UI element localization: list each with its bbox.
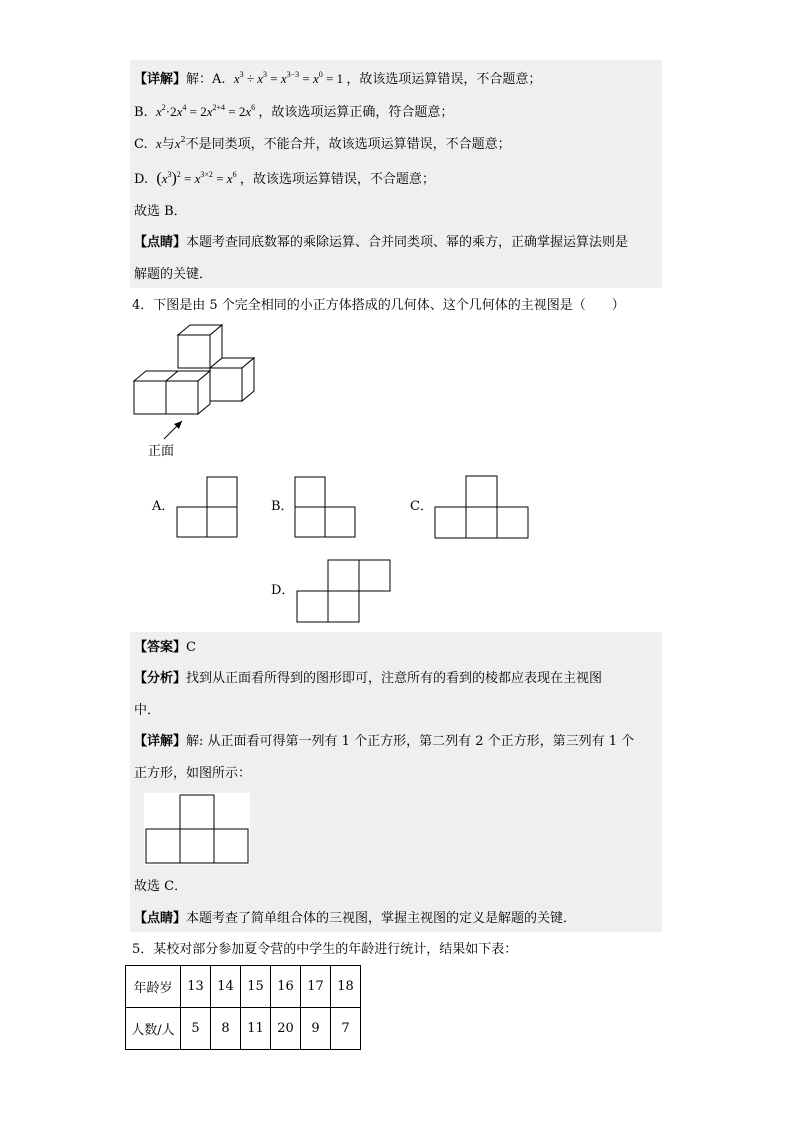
q3-comment-cont: 解题的关键．: [134, 267, 213, 282]
q4-detail: 【详解】解: 从正面看可得第一列有 1 个正方形，第二列有 2 个正方形，第三列有 1 个: [134, 734, 635, 749]
option-d-figure[interactable]: [296, 559, 393, 623]
row-header-count: 人数/人: [126, 1008, 181, 1050]
math-expr-d: $(x^3)^2 = x^{3\times 2} = x^6$: [156, 170, 237, 187]
q3-detail-d: D. $(x^3)^2 = x^{3\times 2} = x^6$ ，故该选项运算错误，不合题意；: [134, 170, 435, 187]
q5-stem: 5．某校对部分参加夏令营的中学生的年龄进行统计，结果如下表：: [132, 942, 518, 957]
q4-comment: 【点睛】本题考查了简单组合体的三视图，掌握主视图的定义是解题的关键．: [134, 911, 577, 926]
option-d-label[interactable]: D．: [271, 583, 295, 598]
age-table: [125, 965, 361, 1050]
math-expr-a: $x^3 \div x^3 = x^{3-3} = x^0 = 1$: [233, 70, 344, 86]
q3-detail-c: C. x与$x^2$不是同类项，不能合并，故该选项运算错误，不合题意；: [134, 135, 511, 152]
answer-front-view: [144, 793, 250, 865]
q3-choice: 故选 B．: [134, 204, 187, 219]
front-label: 正面: [148, 444, 175, 459]
option-b-figure[interactable]: [295, 476, 357, 538]
q3-comment: 【点睛】本题考查同底数幂的乘除运算、合并同类项、幂的乘方，正确掌握运算法则是: [134, 235, 629, 250]
age-cell: 13: [181, 966, 211, 1008]
q4-analysis: 【分析】找到从正面看所得到的图形即可，注意所有的看到的棱都应表现在主视图: [134, 671, 603, 686]
age-cell: 17: [301, 966, 331, 1008]
age-cell: 15: [241, 966, 271, 1008]
math-expr-b: $x^2\cdot 2x^4 = 2x^{2+4} = 2x^6$: [155, 103, 256, 119]
count-cell: 7: [331, 1008, 361, 1050]
detail-tag: 【详解】: [134, 72, 187, 87]
count-cell: 11: [241, 1008, 271, 1050]
cube-figure: [132, 323, 272, 423]
q4-answer: 【答案】C: [134, 640, 196, 655]
table-row: [126, 1008, 361, 1050]
count-cell: 20: [271, 1008, 301, 1050]
q4-stem: 4．下图是由 5 个完全相同的小正方体搭成的几何体、这个几何体的主视图是（ ）: [132, 298, 625, 313]
option-c-figure[interactable]: [434, 475, 531, 539]
count-cell: 9: [301, 1008, 331, 1050]
option-c-label[interactable]: C．: [410, 499, 433, 514]
option-b-label[interactable]: B．: [271, 499, 294, 514]
q4-choice: 故选 C．: [134, 879, 188, 894]
option-a-figure[interactable]: [177, 476, 239, 538]
count-cell: 5: [181, 1008, 211, 1050]
q4-analysis-cont: 中．: [134, 703, 161, 718]
age-cell: 14: [211, 966, 241, 1008]
option-a-label[interactable]: A．: [152, 499, 175, 514]
age-cell: 18: [331, 966, 361, 1008]
count-cell: 8: [211, 1008, 241, 1050]
q3-detail-b: B. $x^2\cdot 2x^4 = 2x^{2+4} = 2x^6$ ，故该选项运算正确，符合题意；: [134, 103, 454, 120]
row-header-age: 年龄岁: [126, 966, 181, 1008]
table-row: [126, 966, 361, 1008]
q3-detail-a: 【详解】解：A. $x^3 \div x^3 = x^{3-3} = x^0 = 1$ ，故该选项运算错误，不合题意；: [134, 70, 542, 87]
q4-detail-cont: 正方形，如图所示：: [134, 766, 252, 781]
age-cell: 16: [271, 966, 301, 1008]
